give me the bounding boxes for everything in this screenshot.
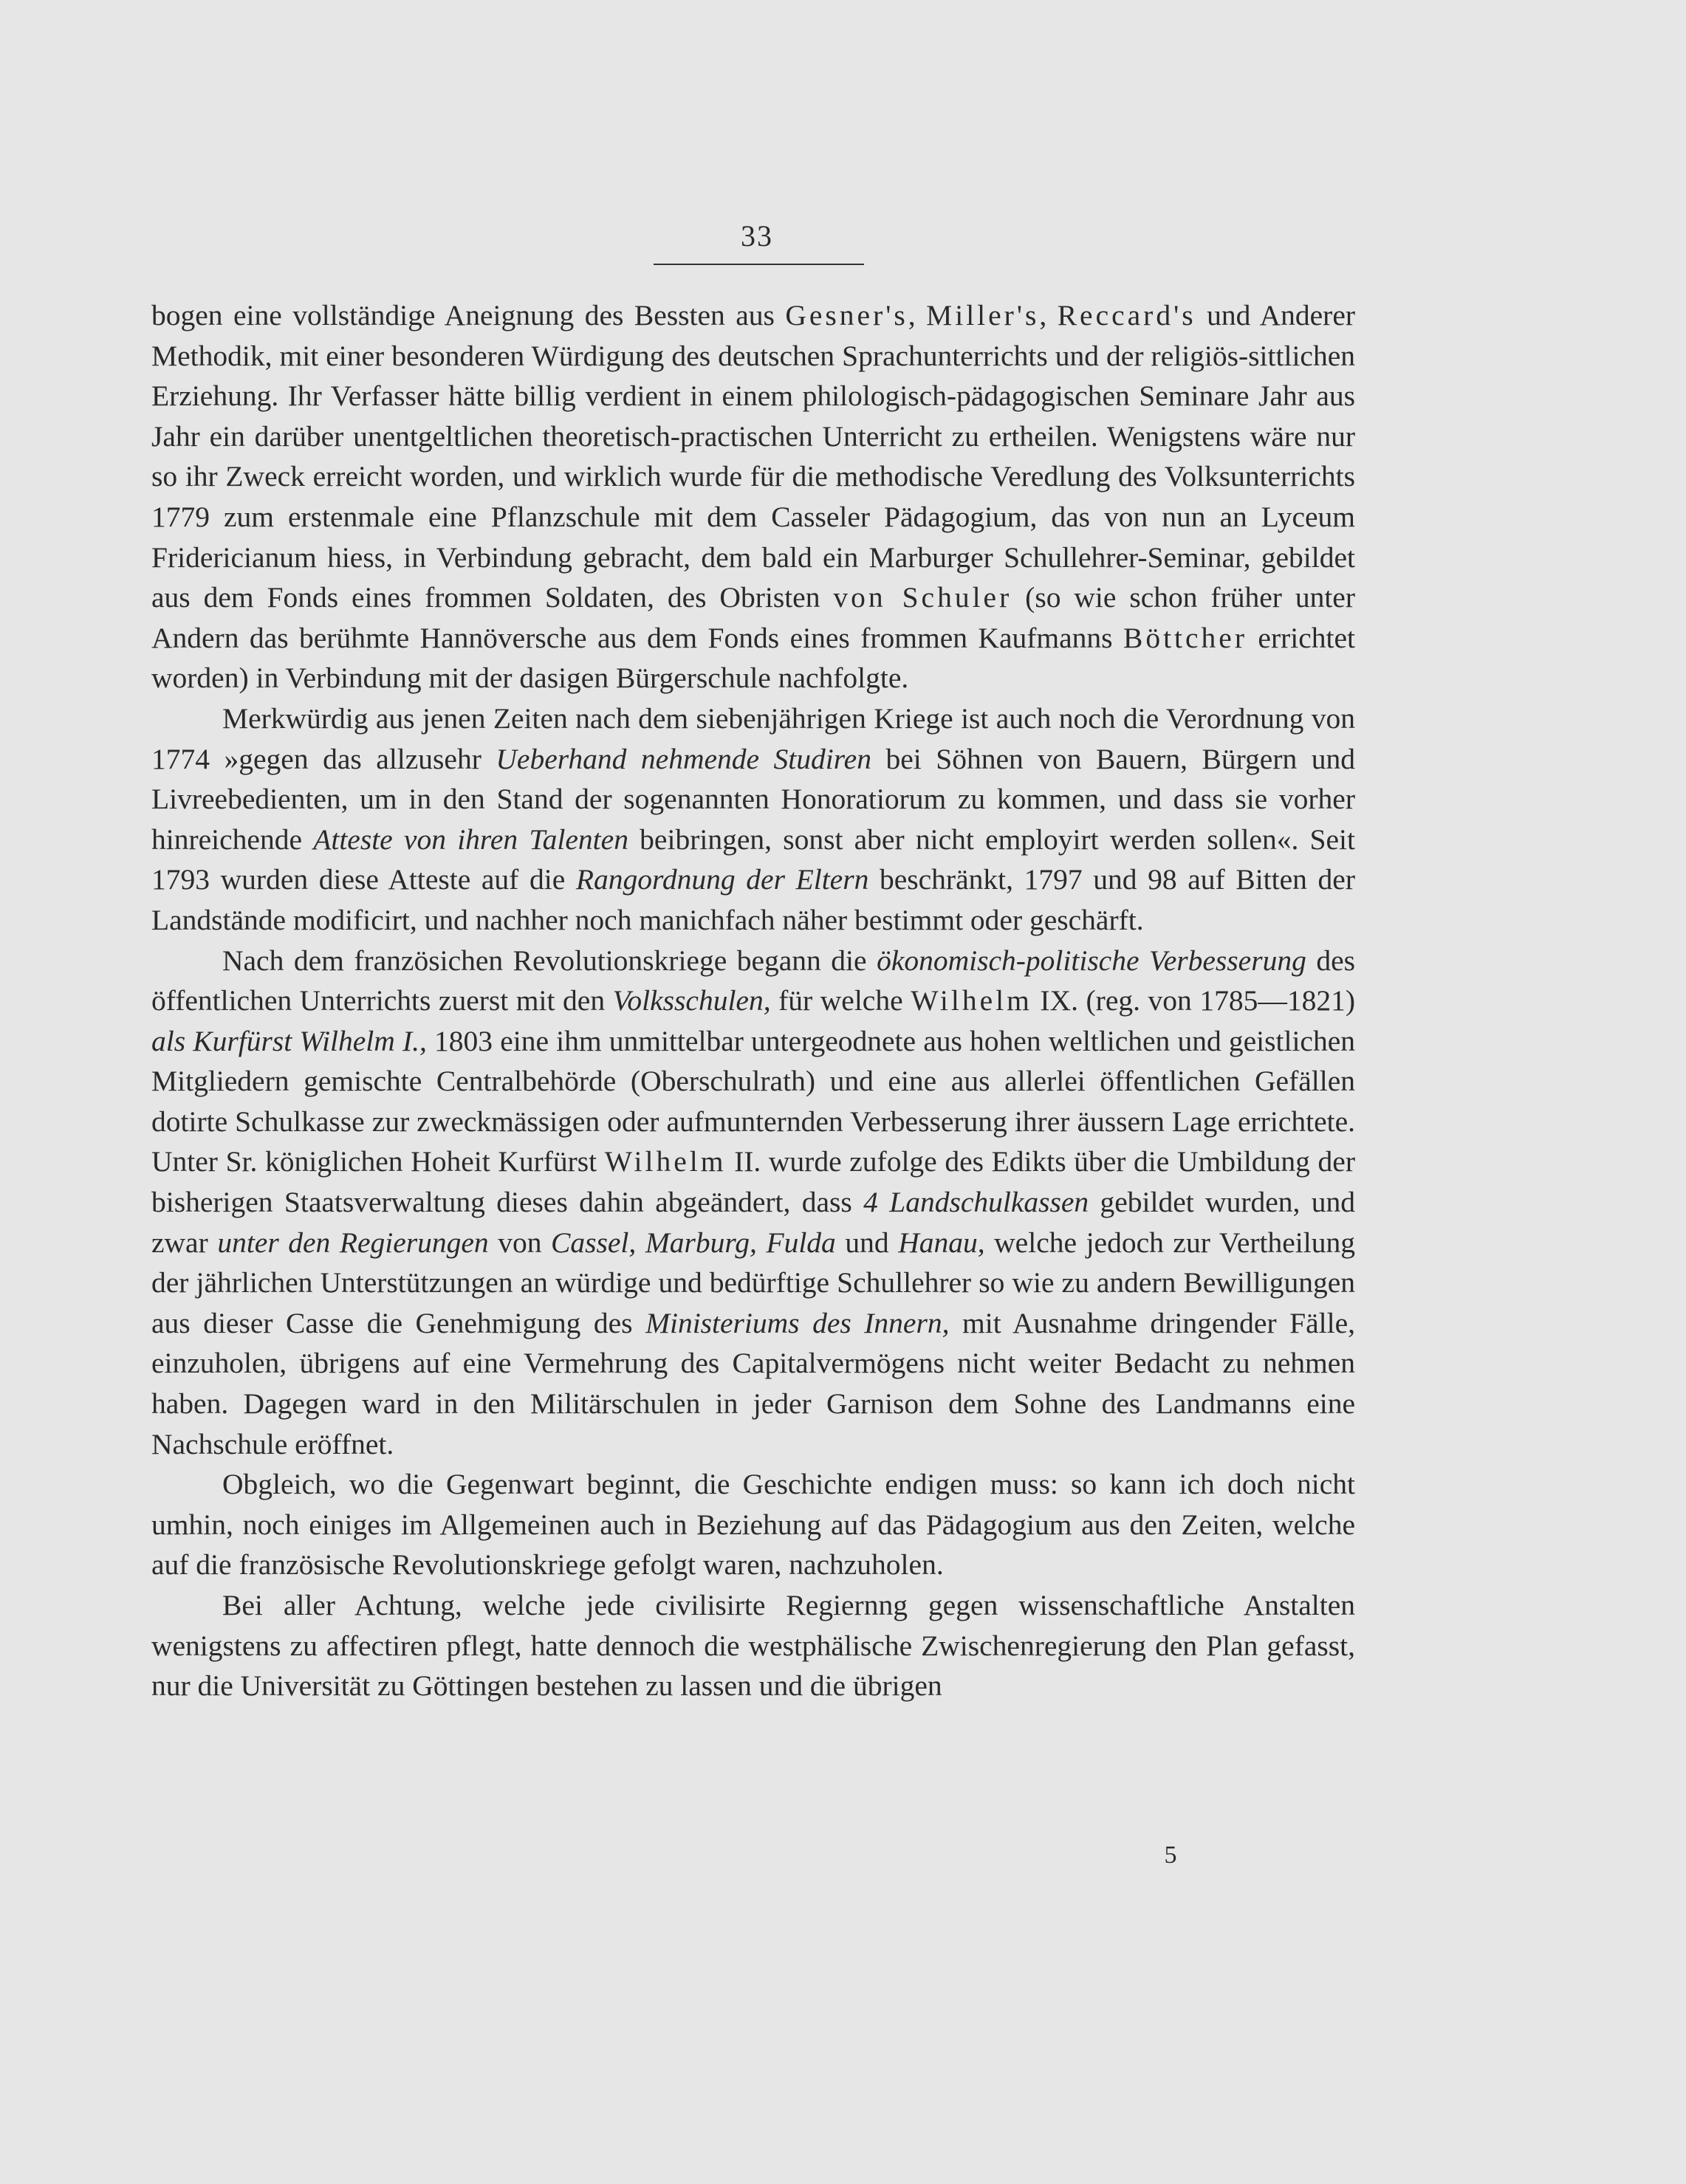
text-run: Nach dem französichen Revolutionskriege begann die [222,944,877,977]
text-run: II. wurde zufolge des Edikts über die Umbildung der bisherigen Staatsverwaltung dieses dahin abgeändert, dass [151,1145,1355,1219]
text-run: 1803 eine ihm unmittelbar untergeodnete aus hohen weltlichen und geistlichen Mitgliedern gemischte Centralbehörde (Oberschulrath) und eine aus allerlei öffentlichen Gefällen dotirte Schulkasse zur zweckmässigen oder aufmunternden Verbesserung ihrer äussern Lage errichtete. Unter Sr. königlichen Hoheit Kurfürst [151,1024,1355,1178]
text-run: beschränkt, 1797 und 98 auf Bitten der Landstände modificirt, und nachher noch manichfach näher bestimmt oder geschärft. [151,863,1355,936]
spaced-name: Gesner's [785,299,908,332]
header-rule [654,264,864,265]
italic-phrase: unter den Regierungen [217,1226,489,1259]
text-run: , [908,299,927,332]
spaced-name: Wilhelm [604,1145,727,1178]
body-text [151,295,1355,1706]
paragraph [151,1585,1355,1706]
italic-phrase: Atteste von ihren Talenten [313,823,628,856]
italic-phrase: Ministeriums des Innern, [645,1306,950,1339]
text-run: IX. (reg. von 1785—1821) [1032,984,1356,1017]
paragraph [151,698,1355,941]
text-run: welche jedoch zur Vertheilung der jährlichen Unterstützungen an würdige und bedürftige Schullehrer so wie zu andern Bewilligungen aus dieser Casse die Genehmigung des [151,1226,1355,1339]
signature-mark: 5 [1164,1841,1177,1869]
text-run: mit Ausnahme dringender Fälle, einzuholen, übrigens auf eine Vermehrung des Capitalvermögens nicht weiter Bedacht zu nehmen haben. Dagegen ward in den Militärschulen in jeder Garnison dem Sohne des Landmanns eine Nachschule eröffnet. [151,1306,1355,1460]
spaced-name: Miller's [926,299,1040,332]
italic-phrase: Hanau, [898,1226,985,1259]
spaced-name: von Schuler [833,581,1012,614]
text-run: bogen eine vollständige Aneignung des Bessten aus [151,299,786,332]
text-run: Bei aller Achtung, welche jede civilisirte Regiernng gegen wissenschaftliche Anstalten wenigstens zu affectiren pflegt, hatte dennoch die westphälische Zwischenregierung den Plan gefasst, nur die Universität zu Göttingen bestehen zu lassen und die übrigen [151,1589,1355,1703]
text-run: Merkwürdig aus jenen Zeiten nach dem siebenjährigen Kriege ist auch noch die Verordnung von 1774 »gegen das allzusehr [151,701,1355,775]
text-run: errichtet worden) in Verbindung mit der dasigen Bürgerschule nachfolgte. [151,621,1356,695]
italic-phrase: ökonomisch-politische Verbesserung [877,944,1306,977]
text-run: bei Söhnen von Bauern, Bürgern und Livreebedienten, um in den Stand der sogenannten Honoratiorum zu kommen, und dass sie vorher hinreichende [151,742,1356,856]
text-run: und Anderer Methodik, mit einer besonderen Würdigung des deutschen Sprachunterrichts und der religiös-sittlichen Erziehung. Ihr Verfasser hätte billig verdient in einem philologisch-pädagogischen Seminare Jahr aus Jahr ein darüber unentgeltlichen theoretisch-practischen Unterricht zu ertheilen. Wenigstens wäre nur so ihr Zweck erreicht worden, und wirklich wurde für die methodische Veredlung des Volksunterrichts 1779 zum erstenmale eine Pflanzschule mit dem Casseler Pädagogium, das von nun an Lyceum Fridericianum hiess, in Verbindung gebracht, dem bald ein Marburger Schullehrer-Seminar, gebildet aus dem Fonds eines frommen Soldaten, des Obristen [151,299,1356,614]
paragraph [151,1464,1355,1585]
italic-phrase: Cassel, Marburg, Fulda [551,1226,836,1259]
italic-phrase: 4 Landschulkassen [863,1186,1089,1219]
spaced-name: Reccard's [1057,299,1196,332]
italic-phrase: als Kurfürst Wilhelm I., [151,1024,427,1057]
spaced-name: Wilhelm [911,984,1032,1017]
italic-phrase: Ueberhand nehmende Studiren [496,742,871,775]
paragraph [151,295,1355,698]
spaced-name: Böttcher [1123,621,1247,654]
italic-phrase: Rangordnung der Eltern [575,863,869,896]
text-run: des öffentlichen Unterrichts zuerst mit den [151,944,1355,1017]
text-run: Obgleich, wo die Gegenwart beginnt, die Geschichte endigen muss: so kann ich doch nicht umhin, noch einiges im Allgemeinen auch in Beziehung auf das Pädagogium aus den Zeiten, welche auf die französische Revolutionskriege gefolgt waren, nachzuholen. [151,1468,1355,1582]
page-number: 33 [741,219,773,253]
text-run: von [488,1226,552,1259]
paragraph [151,941,1355,1465]
text-run: gebildet wurden, und zwar [151,1186,1356,1259]
text-run: und [835,1226,899,1259]
text-run: beibringen, sonst aber nicht employirt werden sollen«. Seit 1793 wurden diese Atteste auf die [151,823,1355,896]
text-run: für welche [770,984,911,1017]
text-run: , [1039,299,1058,332]
text-run: (so wie schon früher unter Andern das berühmte Hannöversche aus dem Fonds eines frommen Kaufmanns [151,581,1355,654]
italic-phrase: Volksschulen, [612,984,771,1017]
